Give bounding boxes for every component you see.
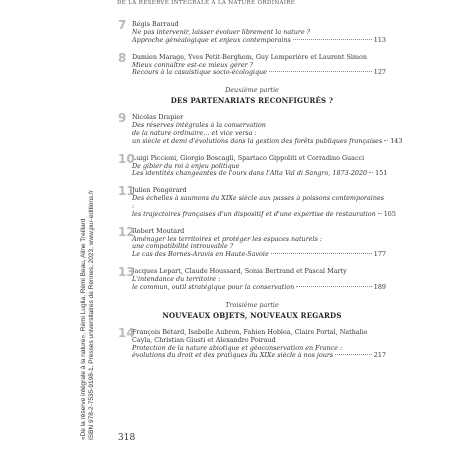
chapter-title-line: un siècle et demi d'évolutions dans la gestion des forêts publiques françaises <box>132 136 383 145</box>
chapter-title-line: De gibier du roi à enjeu politique <box>132 161 240 170</box>
chapter-number: 13 <box>118 264 135 279</box>
chapter-authors: Nicolas Drapier <box>132 113 184 122</box>
chapter-title-line: Les identités changeantes de l'ours dans l'Alta Val di Sangro, 1873-2020 <box>132 169 368 178</box>
chapter-title-line: Des échelles à saumons du XIXe siècle aux passes à poissons contemporaines : <box>132 194 385 210</box>
chapter-title-last-line <box>132 37 386 45</box>
dot-leader <box>271 253 372 254</box>
toc-entry <box>118 264 386 292</box>
toc-entry <box>118 20 386 45</box>
part-label: Deuxième partie <box>225 86 279 95</box>
dot-leader <box>293 39 372 40</box>
chapter-number: 9 <box>118 111 127 126</box>
chapter-page-number[interactable]: 217 <box>373 351 386 360</box>
chapter-page-number[interactable]: 127 <box>373 68 386 77</box>
chapter-title-line: une compatibilité introuvable ? <box>132 242 234 251</box>
chapter-page-number[interactable]: 113 <box>373 35 386 44</box>
side-credit-line: ISBN 978-2-7535-9198-1, Presses universitaires de Rennes, 2023, www.pur-editions.fr <box>88 189 96 440</box>
dot-leader <box>296 286 372 287</box>
chapter-number: 8 <box>118 50 127 65</box>
chapter-page-number[interactable]: 165 <box>383 209 396 218</box>
chapter-title-last-line <box>132 170 386 178</box>
part-label: Troisième partie <box>225 300 279 309</box>
chapter-authors: Julien Pongérard <box>132 186 187 195</box>
chapter-title-line: Des réserves intégrales à la conservation <box>132 121 266 130</box>
chapter-title-line: Mieux connaître est-ce mieux gérer ? <box>132 60 254 69</box>
chapter-authors: Luigi Piccioni, Giorgio Boscagli, Spartaco Gippoliti et Corradino Guacci <box>132 153 365 162</box>
entries-group <box>118 111 403 291</box>
toc-entry <box>118 224 386 259</box>
toc-entry <box>118 325 386 361</box>
page-number: 318 <box>118 433 136 443</box>
toc-entry <box>118 50 386 78</box>
chapter-title-line: de la nature ordinaire… et vice versa : <box>132 128 257 137</box>
chapter-title-last-line <box>132 136 403 146</box>
chapter-authors: Régis Barraud <box>132 20 179 28</box>
running-head: DE LA RÉSERVE INTÉGRALE À LA NATURE ORDINAIRE <box>117 0 296 6</box>
side-credit <box>80 190 96 440</box>
chapter-number: 7 <box>118 18 127 32</box>
part-heading <box>118 86 386 105</box>
part-title: NOUVEAUX OBJETS, NOUVEAUX REGARDS <box>162 310 342 320</box>
chapter-authors: Damien Marage, Yves Petit-Berghem, Guy Lemperière et Laurent Simon <box>132 52 367 61</box>
table-of-contents <box>118 18 403 368</box>
chapter-number: 12 <box>118 224 135 239</box>
chapter-page-number[interactable]: 143 <box>390 136 403 145</box>
toc-entry <box>118 151 388 179</box>
chapter-title-line: Approche généalogique et enjeux contemporains <box>132 35 291 44</box>
dot-leader <box>384 140 388 141</box>
side-credit-line: «De la réserve intégrale à la nature», Rémi Luglia, Rémi Beau, Aline Treillard <box>80 218 87 440</box>
chapter-title-last-line <box>132 209 396 219</box>
entries-group <box>118 20 386 77</box>
dot-leader <box>378 213 382 214</box>
chapter-title-last-line <box>132 352 386 360</box>
chapter-title-line: Protection de la nature abiotique et géoconservation en France : <box>132 343 343 352</box>
chapter-authors: Jacques Lepart, Claude Houssard, Sonia Bertrand et Pascal Marty <box>132 266 347 275</box>
part-title: DES PARTENARIATS RECONFIGURÉS ? <box>170 96 334 106</box>
chapter-title-last-line <box>132 69 386 77</box>
dot-leader <box>335 354 372 355</box>
chapter-number: 11 <box>118 184 135 199</box>
chapter-title-line: Ne pas intervenir, laisser évoluer librement la nature ? <box>132 28 311 36</box>
dot-leader <box>269 71 372 72</box>
dot-leader <box>369 172 373 173</box>
chapter-number: 14 <box>118 325 135 340</box>
chapter-title-line: le commun, outil stratégique pour la conservation <box>132 282 295 291</box>
toc-entry <box>118 184 396 218</box>
chapter-title-line: Aménager les territoires et protéger les espaces naturels : <box>132 234 322 243</box>
chapter-title-last-line <box>132 251 386 259</box>
toc-entry <box>118 111 403 145</box>
part-heading <box>118 301 386 320</box>
chapter-number: 10 <box>118 151 135 166</box>
chapter-authors: Robert Moutard <box>132 226 185 235</box>
chapter-page-number[interactable]: 189 <box>373 282 386 291</box>
chapter-title-line: L'intendance du territoire : <box>132 274 221 283</box>
entries-group <box>118 325 386 361</box>
chapter-page-number[interactable]: 177 <box>373 250 386 259</box>
chapter-authors: François Bétard, Isabelle Aubron, Fabien Hoblea, Claire Portal, Nathalie Cayla, Christian Giusti et Alexandre Poiraud <box>132 327 368 344</box>
chapter-title-last-line <box>132 284 386 292</box>
chapter-title-line: évolutions du droit et des pratiques du XIXe siècle à nos jours <box>132 351 334 360</box>
chapter-title-line: les trajectoires françaises d'un dispositif et d'une expertise de restauration <box>132 209 376 218</box>
chapter-page-number[interactable]: 151 <box>375 169 388 178</box>
chapter-title-line: Recours à la casuistique socio-écologique <box>132 68 267 77</box>
chapter-title-line: Le cas des Bornes-Aravis en Haute-Savoie <box>132 250 269 259</box>
